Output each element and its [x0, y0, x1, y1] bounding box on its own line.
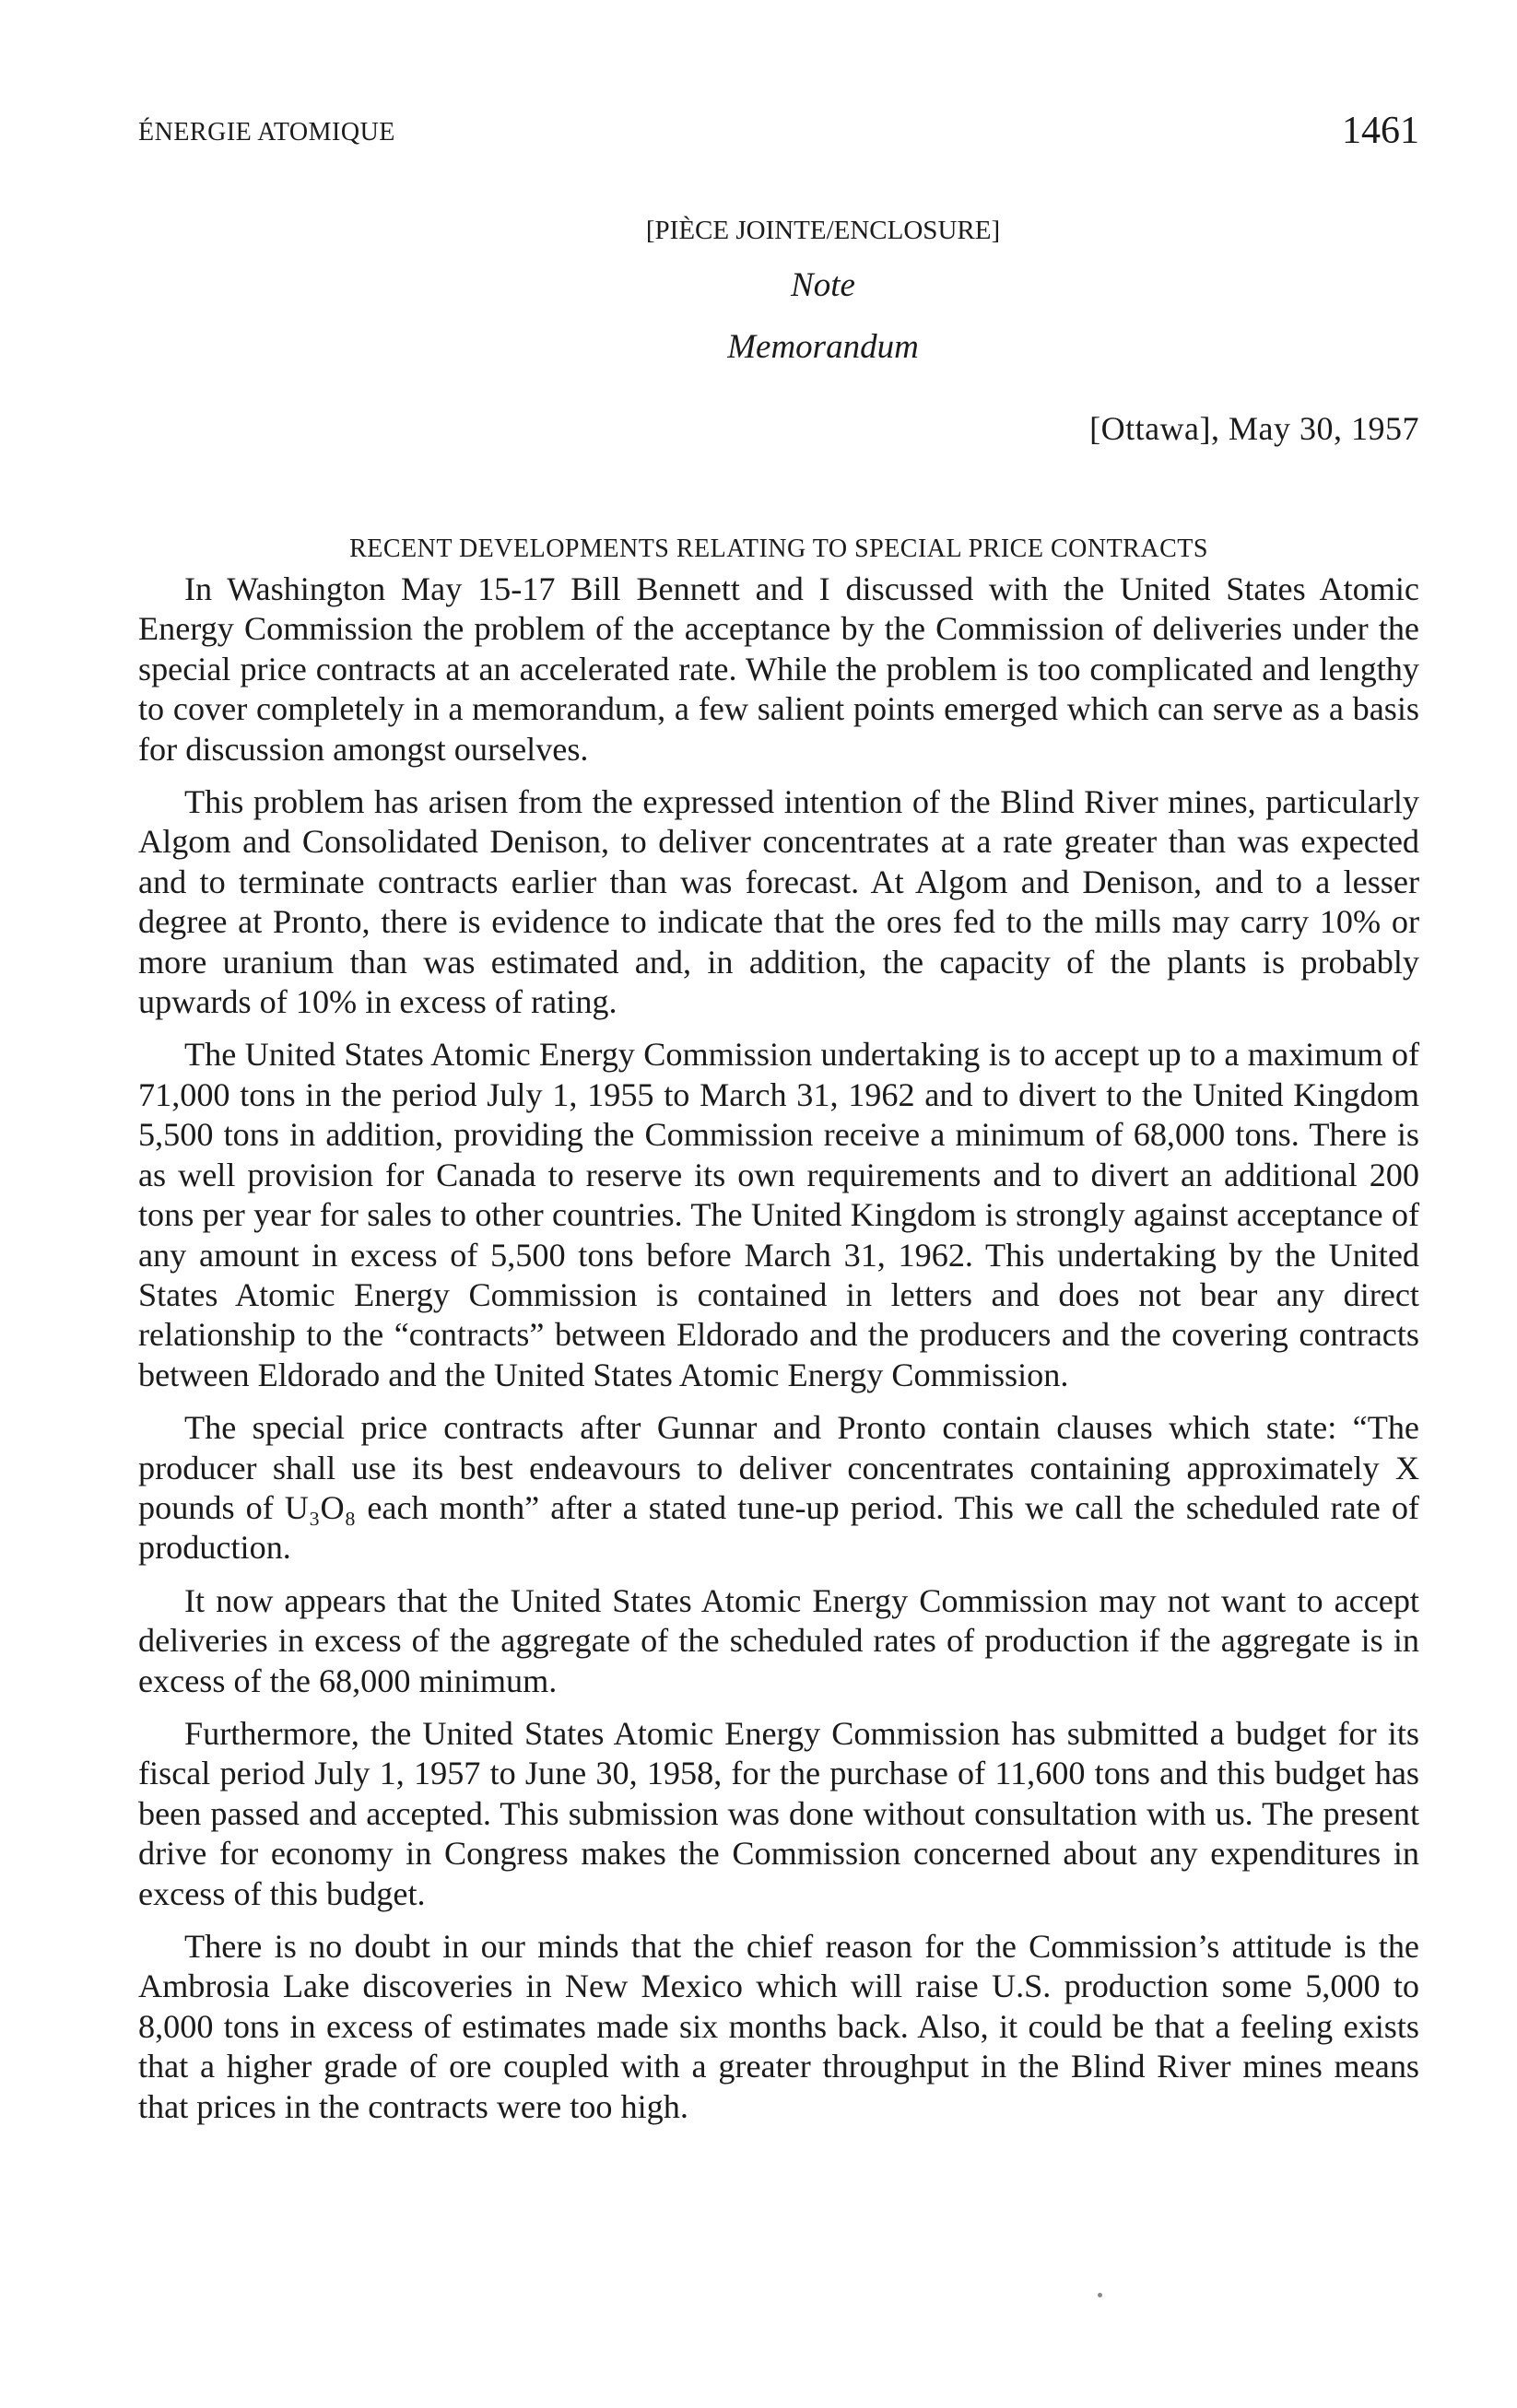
- memo-body: [138, 570, 1419, 2140]
- paragraph: The special price contracts after Gunnar and Pronto contain clauses which state: “The producer shall use its best endeavours to deliver concentrates containing approximately X pounds of U₃O₈ each month” after a stated tune-up period. This we call the scheduled rate of production.: [138, 1409, 1419, 1567]
- page-number: 1461: [1342, 110, 1419, 152]
- dateline: [Ottawa], May 30, 1957: [1089, 410, 1419, 447]
- paragraph: In Washington May 15-17 Bill Bennett and I discussed with the United States Atomic Energy Commission the problem of the acceptance by the Commission of deliveries under the special price contracts at an accelerated rate. While the problem is too complicated and lengthy to cover completely in a memorandum, a few salient points emerged which can serve as a basis for discussion amongst ourselves.: [138, 570, 1419, 768]
- paragraph: The United States Atomic Energy Commission undertaking is to accept up to a maximum of 71,000 tons in the period July 1, 1955 to March 31, 1962 and to divert to the United Kingdom 5,500 tons in addition, providing the Commission receive a minimum of 68,000 tons. There is as well provision for Canada to reserve its own requirements and to divert an additional 200 tons per year for sales to other countries. The United Kingdom is strongly against acceptance of any amount in excess of 5,500 tons before March 31, 1962. This undertaking by the United States Atomic Energy Commission is contained in letters and does not bear any direct relationship to the “contracts” between Eldorado and the producers and the covering contracts between Eldorado and the United States Atomic Energy Commission.: [138, 1036, 1419, 1393]
- enclosure-label: [PIÈCE JOINTE/ENCLOSURE]: [645, 216, 1001, 245]
- title-english: Memorandum: [727, 328, 919, 366]
- running-head: ÉNERGIE ATOMIQUE: [138, 118, 395, 147]
- subject-heading: RECENT DEVELOPMENTS RELATING TO SPECIAL PRICE CONTRACTS: [349, 534, 1208, 563]
- paragraph: Furthermore, the United States Atomic Energy Commission has submitted a budget for its fiscal period July 1, 1957 to June 30, 1958, for the purchase of 11,600 tons and this budget has been passed and accepted. This submission was done without consultation with us. The present drive for economy in Congress makes the Commission concerned about any expenditures in excess of this budget.: [138, 1714, 1419, 1912]
- title-french: Note: [791, 266, 855, 304]
- paragraph: It now appears that the United States Atomic Energy Commission may not want to accept deliveries in excess of the aggregate of the scheduled rates of production if the aggregate is in excess of the 68,000 minimum.: [138, 1581, 1419, 1699]
- stray-dot-mark: [1098, 2293, 1102, 2297]
- paragraph: There is no doubt in our minds that the chief reason for the Commission’s attitude is the Ambrosia Lake discoveries in New Mexico which will raise U.S. production some 5,000 to 8,000 tons in excess of estimates made six months back. Also, it could be that a feeling exists that a higher grade of ore coupled with a greater throughput in the Blind River mines means that prices in the contracts were too high.: [138, 1928, 1419, 2125]
- paragraph: This problem has arisen from the expressed intention of the Blind River mines, particularly Algom and Consolidated Denison, to deliver concentrates at a rate greater than was expected and to terminate contracts earlier than was forecast. At Algom and Denison, and to a lesser degree at Pronto, there is evidence to indicate that the ores fed to the mills may carry 10% or more uranium than was estimated and, in addition, the capacity of the plants is probably upwards of 10% in excess of rating.: [138, 783, 1419, 1021]
